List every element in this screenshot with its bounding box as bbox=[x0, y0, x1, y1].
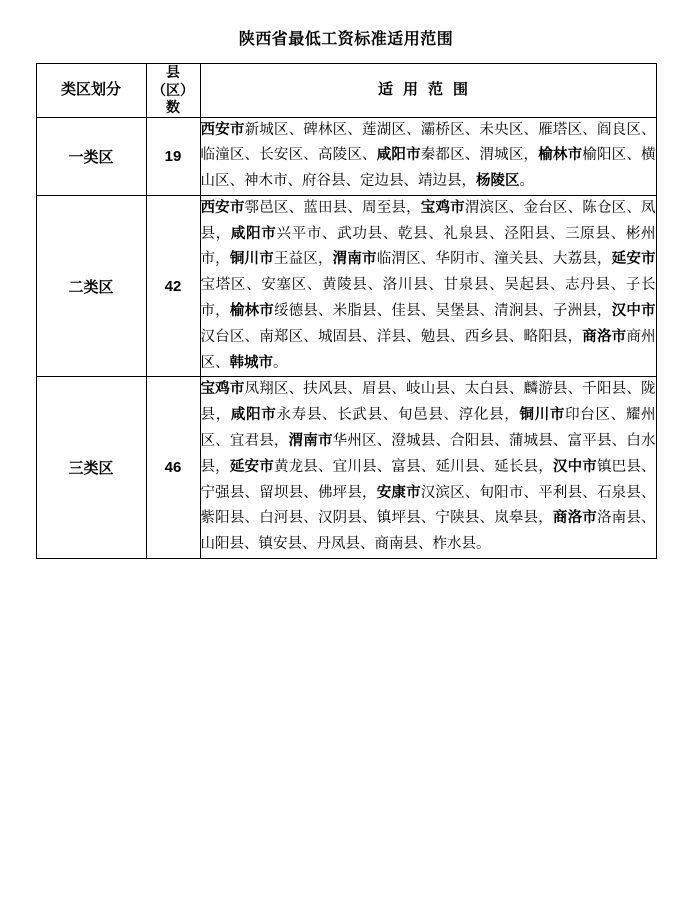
table-row bbox=[36, 117, 656, 195]
header-county-count-line1: 县 bbox=[166, 64, 180, 80]
row-category: 三类区 bbox=[36, 377, 146, 559]
table-header-row bbox=[36, 64, 656, 118]
table-row bbox=[36, 377, 656, 559]
row-category: 二类区 bbox=[36, 195, 146, 377]
row-count: 46 bbox=[146, 377, 200, 559]
table-body bbox=[36, 117, 656, 559]
row-count: 19 bbox=[146, 117, 200, 195]
row-count: 42 bbox=[146, 195, 200, 377]
header-category: 类区划分 bbox=[36, 64, 146, 118]
row-scope: 宝鸡市凤翔区、扶风县、眉县、岐山县、太白县、麟游县、千阳县、陇县，咸阳市永寿县、长武县、旬邑县、淳化县，铜川市印台区、耀州区、宜君县，渭南市华州区、澄城县、合阳县、蒲城县、富平县、白水县，延安市黄龙县、宜川县、富县、延川县、延长县，汉中市镇巴县、宁强县、留坝县、佛坪县，安康市汉滨区、旬阳市、平利县、石泉县、紫阳县、白河县、汉阴县、镇坪县、宁陕县、岚皋县，商洛市洛南县、山阳县、镇安县、丹凤县、商南县、柞水县。 bbox=[200, 377, 656, 559]
header-county-count-line2: （区） bbox=[152, 81, 194, 98]
header-county-count-line3: 数 bbox=[166, 99, 180, 115]
row-scope: 西安市鄠邑区、蓝田县、周至县，宝鸡市渭滨区、金台区、陈仓区、凤县，咸阳市兴平市、武功县、乾县、礼泉县、泾阳县、三原县、彬州市，铜川市王益区，渭南市临渭区、华阴市、潼关县、大荔县，延安市宝塔区、安塞区、黄陵县、洛川县、甘泉县、吴起县、志丹县、子长市，榆林市绥德县、米脂县、佳县、吴堡县、清涧县、子洲县，汉中市汉台区、南郑区、城固县、洋县、勉县、西乡县、略阳县，商洛市商州区、韩城市。 bbox=[200, 195, 656, 377]
page-title: 陕西省最低工资标准适用范围 bbox=[238, 31, 454, 48]
minimum-wage-scope-table bbox=[36, 63, 657, 559]
header-scope: 适用范围 bbox=[200, 64, 656, 118]
header-county-count bbox=[146, 64, 200, 118]
table-row bbox=[36, 195, 656, 377]
row-category: 一类区 bbox=[36, 117, 146, 195]
row-scope: 西安市新城区、碑林区、莲湖区、灞桥区、未央区、雁塔区、阎良区、临潼区、长安区、高陵区、咸阳市秦都区、渭城区，榆林市榆阳区、横山区、神木市、府谷县、定边县、靖边县，杨陵区。 bbox=[200, 117, 656, 195]
